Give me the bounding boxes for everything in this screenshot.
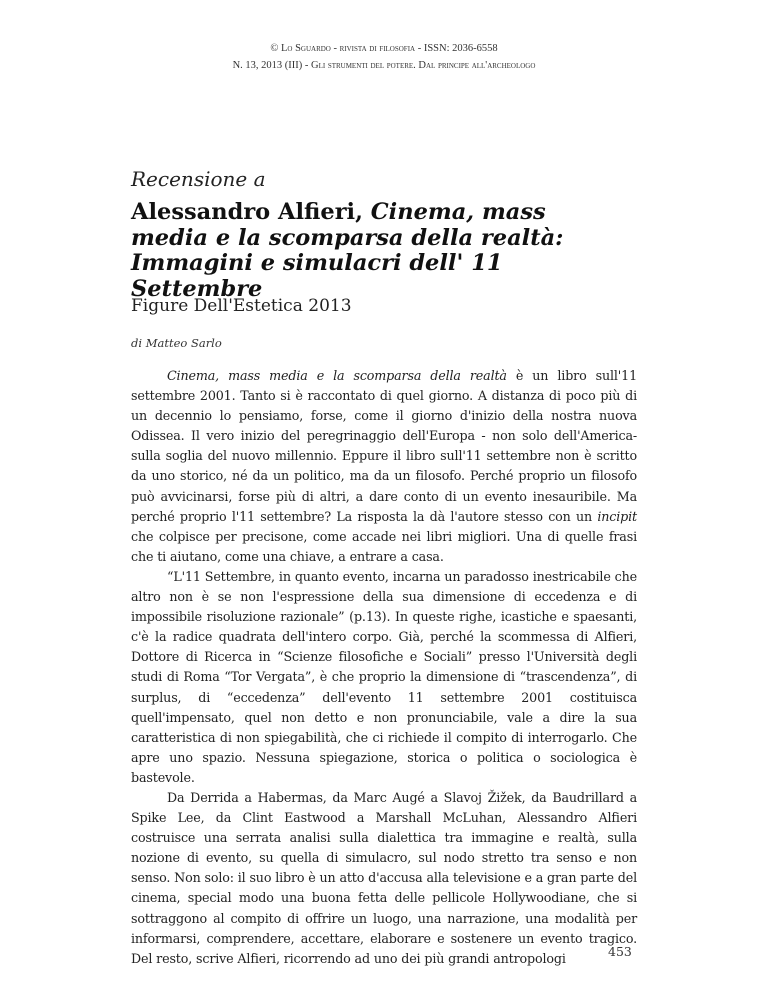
header-line-2 bbox=[0, 57, 768, 74]
paragraph-1-lead: Cinema, mass media e la scomparsa della realtà bbox=[167, 368, 507, 383]
paragraph-2: “L'11 Settembre, in quanto evento, incarna un paradosso inestricabile che altro non è se non l'espressione della sua dimensione di eccedenza e di impossibile risoluzione razionale” (p.13). In queste righe, icastiche e spaesanti, c'è la radice quadrata dell'intero corpo. Già, perché la scommessa di Alfieri, Dottore di Ricerca in “Scienze filosofiche e Sociali” presso l'Università degli studi di Roma “Tor Vergata”, è che proprio la dimensione di “trascendenza”, di surplus, di “eccedenza” dell'evento 11 settembre 2001 costituisca quell'impensato, quel non detto e non pronunciabile, vale a dire la sua caratteristica di non spiegabilità, che ci richiede il compito di interrogarlo. Che apre uno spazio. Nessuna spiegazione, storica o politica o sociologica è bastevole. bbox=[131, 568, 637, 785]
title-author: Alessandro Alfieri, bbox=[131, 199, 371, 225]
issue-title: Gli strumenti del potere. Dal principe all'archeologo bbox=[311, 60, 536, 71]
running-header bbox=[0, 40, 768, 74]
paragraph-1-incipit: incipit bbox=[597, 508, 637, 524]
header-line-1 bbox=[0, 40, 768, 57]
article-title bbox=[131, 200, 591, 302]
article-subtitle: Figure Dell'Estetica 2013 bbox=[131, 296, 352, 316]
journal-name: Lo Sguardo - rivista di filosofia bbox=[280, 43, 416, 54]
article-kicker: Recensione a bbox=[131, 167, 266, 191]
article-body bbox=[131, 366, 637, 969]
title-book: Cinema, mass media e la scomparsa della realtà: Immagini e simulacri dell' 11 Settembre bbox=[131, 199, 564, 302]
paragraph-1 bbox=[131, 366, 637, 567]
issn: - ISSN: 2036-6558 bbox=[417, 43, 498, 54]
paragraph-1-text-a: è un libro sull'11 settembre 2001. Tanto si è raccontato di quel giorno. A distanza di poco più di un decennio lo pensiamo, forse, come il giorno d'inizio della nostra nuova Odissea. Il vero inizio del peregrinaggio dell'Europa - non solo dell'America- sulla soglia del nuovo millennio. Eppure il libro sull'11 settembre non è scritto da uno storico, né da un politico, ma da un filosofo. Perché proprio un filosofo può avvicinarsi, forse più di altri, a dare conto di un evento inesauribile. Ma perché proprio l'11 settembre? La risposta la dà l'autore stesso con un bbox=[131, 368, 637, 524]
byline: di Matteo Sarlo bbox=[131, 336, 222, 350]
copyright-symbol: © bbox=[270, 43, 279, 54]
issue-number: N. 13, 2013 (III) - bbox=[232, 60, 309, 71]
paragraph-3: Da Derrida a Habermas, da Marc Augé a Slavoj Žižek, da Baudrillard a Spike Lee, da Clint Eastwood a Marshall McLuhan, Alessandro Alfieri costruisce una serrata analisi sulla dialettica tra immagine e realtà, sulla nozione di evento, su quella di simulacro, sul nodo stretto tra senso e non senso. Non solo: il suo libro è un atto d'accusa alla televisione e a gran parte del cinema, special modo una buona fetta delle pellicole Hollywoodiane, che si sottraggono al compito di offrire un luogo, una narrazione, una modalità per informarsi, comprendere, accettare, elaborare e sostenere un evento tragico. Del resto, scrive Alfieri, ricorrendo ad uno dei più grandi antropologi bbox=[131, 789, 637, 966]
page-number: 453 bbox=[608, 944, 632, 959]
paragraph-1-text-b: che colpisce per precisone, come accade nei libri migliori. Una di quelle frasi che ti aiutano, come una chiave, a entrare a casa. bbox=[131, 528, 637, 564]
